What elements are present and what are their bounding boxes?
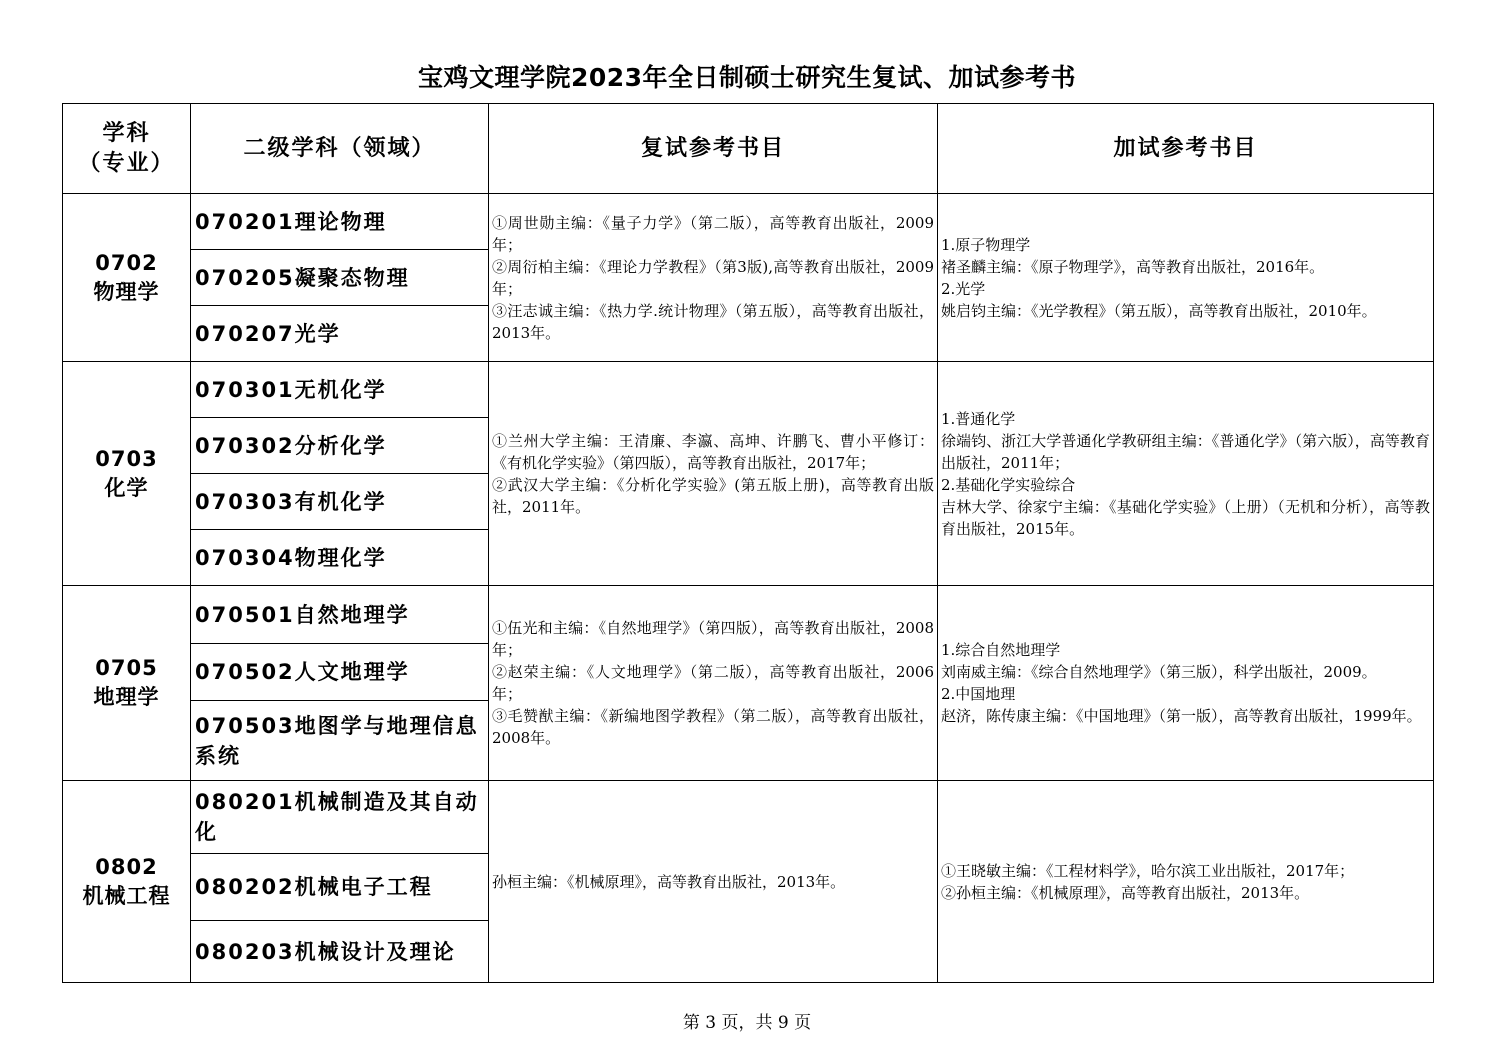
extra-books-text: 1.综合自然地理学 刘南威主编：《综合自然地理学》（第三版），科学出版社，2009。 2.中国地理 赵济，陈传康主编：《中国地理》（第一版），高等教育出版社，1999年。 bbox=[941, 641, 1422, 725]
retest-books-cell bbox=[489, 586, 938, 781]
retest-books-text: ①兰州大学主编：王清廉、李瀛、高坤、许鹏飞、曹小平修订：《有机化学实验》（第四版），高等教育出版社，2017年； ②武汉大学主编：《分析化学实验》(第五版上册)，高等教育出版社，2011年。 bbox=[492, 431, 934, 516]
subdiscipline-cell: 070303有机化学 bbox=[191, 474, 489, 530]
extra-books-text: 1.普通化学 徐端钧、浙江大学普通化学教研组主编：《普通化学》（第六版），高等教育出版社，2011年； 2.基础化学实验综合 吉林大学、徐家宁主编：《基础化学实验》（上册）（无机和分析），高等教育出版社，2015年。 bbox=[941, 409, 1430, 538]
header-subdiscipline: 二级学科（领域） bbox=[191, 104, 489, 194]
retest-books-text: 孙桓主编：《机械原理》，高等教育出版社，2013年。 bbox=[492, 872, 846, 891]
subdiscipline-cell: 070205凝聚态物理 bbox=[191, 250, 489, 306]
subdiscipline-cell: 070207光学 bbox=[191, 306, 489, 362]
table-row bbox=[63, 781, 1434, 854]
extra-books-cell bbox=[938, 362, 1434, 586]
extra-books-text: ①王晓敏主编：《工程材料学》，哈尔滨工业出版社，2017年； ②孙桓主编：《机械原理》，高等教育出版社，2013年。 bbox=[941, 861, 1355, 902]
subdiscipline-cell: 080201机械制造及其自动化 bbox=[191, 781, 489, 854]
subdiscipline-cell: 070304物理化学 bbox=[191, 530, 489, 586]
table-row bbox=[63, 362, 1434, 418]
extra-books-cell bbox=[938, 586, 1434, 781]
subdiscipline-cell: 080202机械电子工程 bbox=[191, 854, 489, 921]
subdiscipline-cell: 070502人文地理学 bbox=[191, 644, 489, 701]
table-row bbox=[63, 194, 1434, 250]
retest-books-cell bbox=[489, 781, 938, 983]
table-row bbox=[63, 586, 1434, 644]
retest-books-cell bbox=[489, 194, 938, 362]
subdiscipline-cell: 070301无机化学 bbox=[191, 362, 489, 418]
header-extra-books: 加试参考书目 bbox=[938, 104, 1434, 194]
discipline-cell: 0802 机械工程 bbox=[63, 781, 191, 983]
extra-books-cell bbox=[938, 781, 1434, 983]
extra-books-cell bbox=[938, 194, 1434, 362]
subdiscipline-cell: 070201理论物理 bbox=[191, 194, 489, 250]
discipline-cell: 0702 物理学 bbox=[63, 194, 191, 362]
discipline-cell: 0705 地理学 bbox=[63, 586, 191, 781]
reference-books-table bbox=[62, 103, 1434, 983]
retest-books-text: ①周世勋主编：《量子力学》（第二版），高等教育出版社，2009年； ②周衍柏主编：《理论力学教程》（第3版),高等教育出版社，2009年； ③汪志诚主编：《热力学.统计物理》（第五版），高等教育出版社，2013年。 bbox=[492, 213, 934, 342]
subdiscipline-cell: 070501自然地理学 bbox=[191, 586, 489, 644]
page-number: 第 3 页，共 9 页 bbox=[682, 1013, 812, 1033]
subdiscipline-cell: 070302分析化学 bbox=[191, 418, 489, 474]
header-retest-books: 复试参考书目 bbox=[489, 104, 938, 194]
subdiscipline-cell: 070503地图学与地理信息系统 bbox=[191, 701, 489, 781]
subdiscipline-cell: 080203机械设计及理论 bbox=[191, 921, 489, 983]
retest-books-cell bbox=[489, 362, 938, 586]
header-discipline: 学科 （专业） bbox=[63, 104, 191, 194]
extra-books-text: 1.原子物理学 褚圣麟主编：《原子物理学》，高等教育出版社，2016年。 2.光学 姚启钧主编：《光学教程》（第五版），高等教育出版社，2010年。 bbox=[941, 235, 1377, 320]
discipline-cell: 0703 化学 bbox=[63, 362, 191, 586]
header-row bbox=[63, 104, 1434, 194]
page-title: 宝鸡文理学院2023年全日制硕士研究生复试、加试参考书 bbox=[417, 63, 1077, 92]
retest-books-text: ①伍光和主编：《自然地理学》（第四版），高等教育出版社，2008年； ②赵荣主编：《人文地理学》（第二版），高等教育出版社，2006年； ③毛赞猷主编：《新编地图学教程》（第二版），高等教育出版社，2008年。 bbox=[492, 619, 934, 747]
